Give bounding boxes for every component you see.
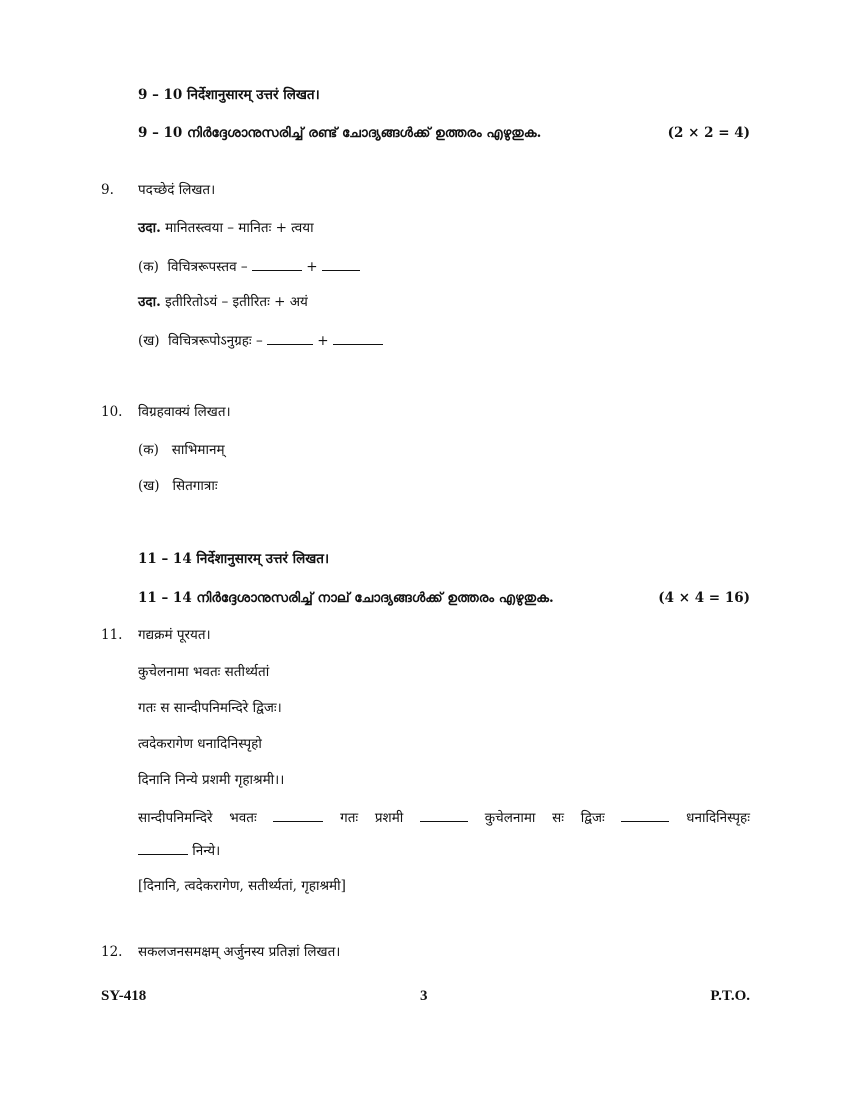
answer-blank[interactable] [333, 330, 383, 345]
q10-part-a [138, 440, 225, 460]
part-text: सितगात्राः [172, 478, 218, 494]
q9-part-b [138, 330, 383, 351]
prose-word: धनादिनिस्पृहः [686, 810, 750, 826]
q11-options: [दिनानि, त्वदेकरागेण, सतीर्थ्यतां, गृहाश्रमी] [138, 878, 346, 894]
part-text: विचित्ररूपस्तव – [167, 259, 248, 275]
section2-malayalam-instruction: 11 – 14 നിർദ്ദേശാനുസരിച്ച് നാല് ചോദ്യങ്ങൾക്ക് ഉത്തരം എഴുതുക. [138, 590, 554, 606]
example-label: उदा. [138, 294, 161, 310]
q9-example-2 [138, 292, 308, 312]
prose-word: सः [552, 810, 564, 826]
verse-line: गतः स सान्दीपनिमन्दिरे द्विजः। [138, 700, 282, 716]
section2-heading: 11 – 14 निर्देशानुसारम् उत्तरं लिखत। [138, 551, 330, 567]
prose-word: भवतः [229, 810, 257, 826]
prose-word: प्रशमी [374, 810, 404, 826]
q9-part-a [138, 256, 360, 277]
plus-sign: + [306, 259, 318, 275]
paper-code: SY-418 [101, 988, 147, 1004]
answer-blank[interactable] [273, 807, 323, 822]
part-text: साभिमानम् [171, 442, 225, 458]
answer-blank[interactable] [322, 256, 360, 271]
section1-marks: (2 × 2 = 4) [667, 125, 750, 141]
answer-blank[interactable] [252, 256, 302, 271]
prose-word: निन्ये। [192, 843, 221, 859]
example-text: इतीरितोऽयं – इतीरितः + अयं [165, 294, 308, 310]
verse-line: त्वदेकरागेण धनादिनिस्पृहो [138, 736, 262, 752]
part-label: (क) [138, 259, 159, 275]
q11-prose-line-2 [138, 840, 220, 861]
prose-word: द्विजः [580, 810, 605, 826]
answer-blank[interactable] [267, 330, 313, 345]
q10-part-b [138, 476, 218, 496]
answer-blank[interactable] [138, 840, 188, 855]
part-text: विचित्ररूपोऽनुग्रहः – [168, 333, 263, 349]
verse-line: दिनानि निन्ये प्रशमी गृहाश्रमी।। [138, 772, 285, 788]
answer-blank[interactable] [621, 807, 669, 822]
verse-line: कुचेलनामा भवतः सतीर्थ्यतां [138, 664, 270, 680]
q9-example-1 [138, 218, 314, 238]
prose-word: गतः [340, 810, 359, 826]
question-12-number: 12. [101, 944, 123, 960]
section1-heading: 9 – 10 निर्देशानुसारम् उत्तरं लिखत। [138, 87, 320, 103]
prose-word: कुचेलनामा [484, 810, 536, 826]
pto-label: P.T.O. [710, 988, 750, 1004]
part-label: (ख) [138, 478, 160, 494]
question-10-number: 10. [101, 404, 123, 420]
section2-marks: (4 × 4 = 16) [658, 590, 750, 606]
q11-prose-line [138, 807, 750, 828]
example-text: मानितस्त्वया – मानितः + त्वया [165, 220, 314, 236]
part-label: (ख) [138, 333, 160, 349]
prose-word: सान्दीपनिमन्दिरे [138, 810, 213, 826]
question-9-instruction: पदच्छेदं लिखत। [138, 182, 216, 198]
question-12-instruction: सकलजनसमक्षम् अर्जुनस्य प्रतिज्ञां लिखत। [138, 944, 341, 960]
part-label: (क) [138, 442, 159, 458]
section1-malayalam-instruction: 9 – 10 നിർദ്ദേശാനുസരിച്ച് രണ്ട് ചോദ്യങ്ങൾക്ക് ഉത്തരം എഴുതുക. [138, 125, 542, 141]
question-11-instruction: गद्यक्रमं पूरयत। [138, 627, 211, 643]
page-number: 3 [420, 988, 428, 1004]
question-9-number: 9. [101, 182, 114, 198]
question-10-instruction: विग्रहवाक्यं लिखत। [138, 404, 231, 420]
question-11-number: 11. [101, 627, 123, 643]
plus-sign: + [317, 333, 329, 349]
answer-blank[interactable] [420, 807, 468, 822]
example-label: उदा. [138, 220, 161, 236]
